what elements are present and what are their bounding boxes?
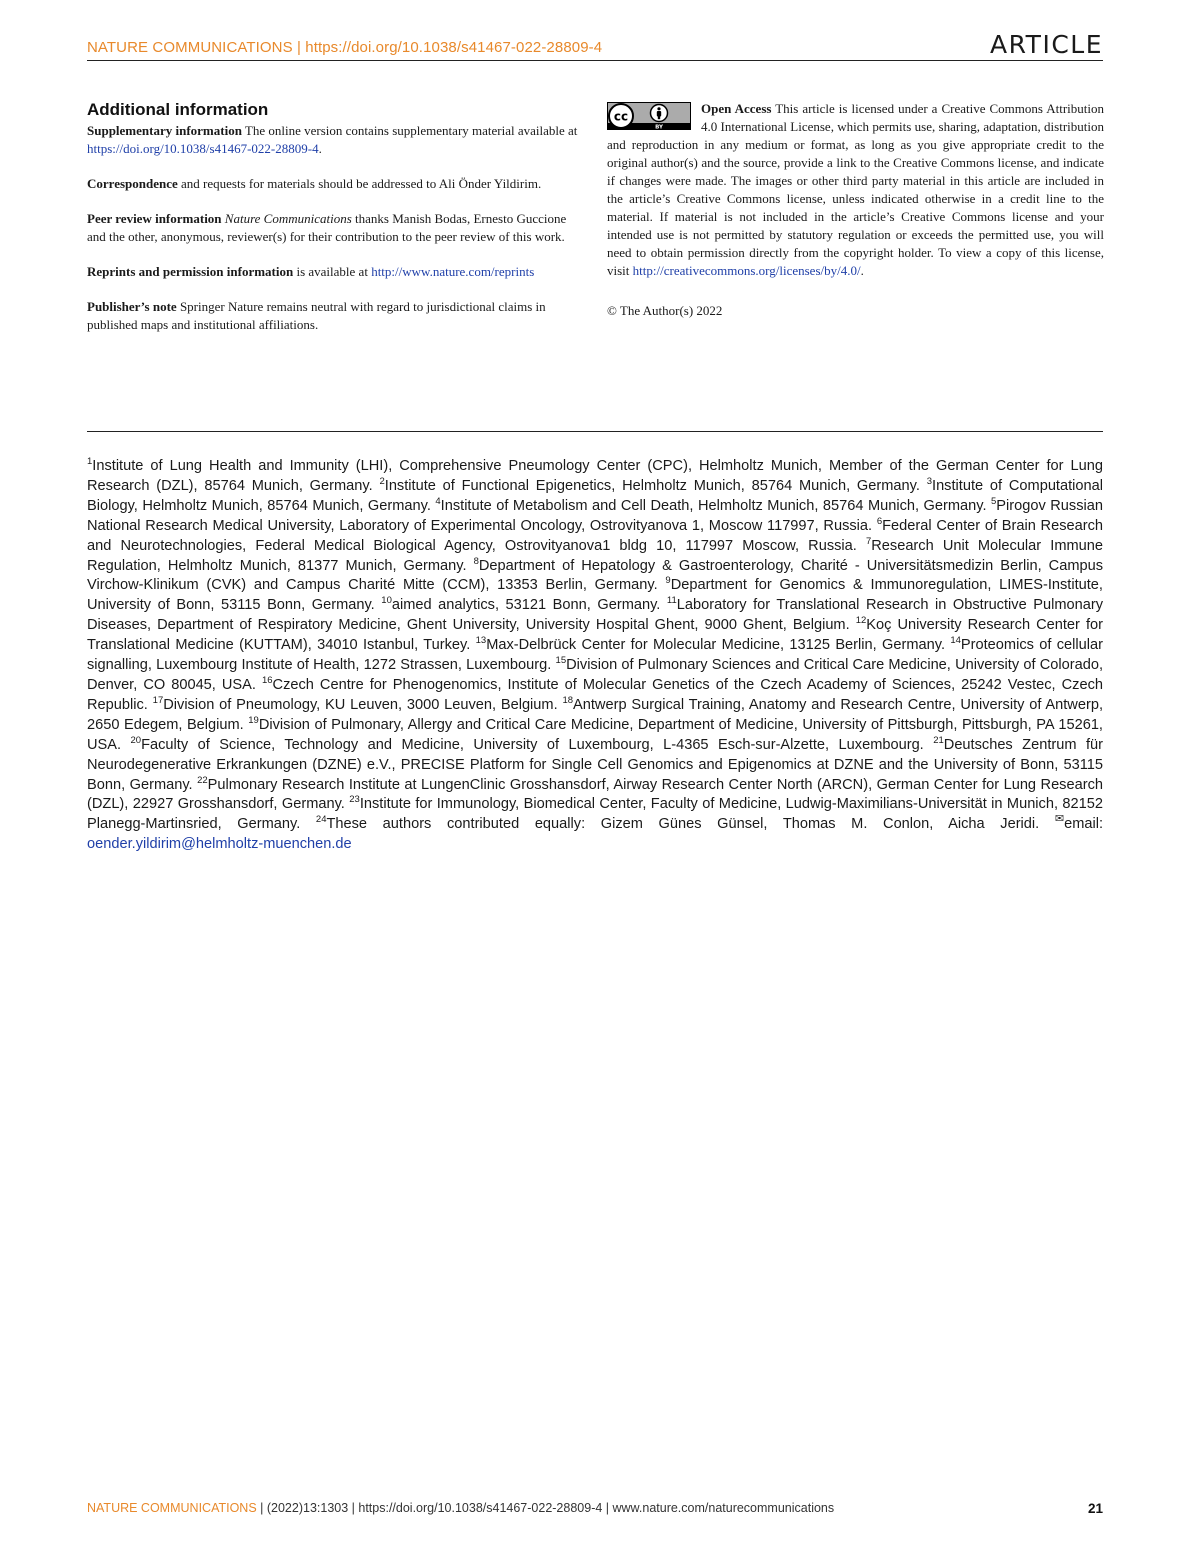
affiliation-text: Division of Pneumology, KU Leuven, 3000 Leuven, Belgium. bbox=[163, 696, 563, 713]
affiliation-text: Department of Hepatology & Gastroenterology, Charité - Universitätsmedizin Berlin, Campus Virchow-Klinikum (CVK) and Campus Charité Mitte (CCM), 13353 Berlin, Germany. bbox=[87, 557, 1103, 594]
affiliation-text: Koç University Research Center for Translational Medicine (KUTTAM), 34010 Istanbul, Turkey. bbox=[87, 617, 1103, 654]
page-footer bbox=[87, 1501, 1103, 1515]
affiliation-number: 21 bbox=[933, 734, 944, 746]
affiliation-text: Division of Pulmonary Sciences and Critical Care Medicine, University of Colorado, Denver, CO 80045, USA. bbox=[87, 657, 1103, 693]
open-access-text: This article is licensed under a Creative Commons Attribution 4.0 International License, which permits use, sharing, adaptation, distribution and reproduction in any medium or format, as long as you give appropriate credit to the original author(s) and the source, provide a link to the Creative Commons license, and indicate if changes were made. The images or other third party material in this article are included in the article’s Creative Commons license, unless indicated otherwise in a credit line to the material. If material is not included in the article’s Creative Commons license and your intended use is not permitted by statutory regulation or exceeds the permitted use, you will need to obtain permission directly from the copyright holder. To view a copy of this license, visit bbox=[607, 101, 1104, 278]
supplementary-link[interactable]: https://doi.org/10.1038/s41467-022-28809-4 bbox=[87, 141, 319, 156]
peer-review-text: thanks Manish Bodas, Ernesto Guccione and the other, anonymous, reviewer(s) for their contribution to the peer review of this work. bbox=[87, 211, 567, 244]
page-header bbox=[87, 30, 1103, 61]
affiliation-number: 6 bbox=[876, 515, 883, 527]
license-link[interactable]: http://creativecommons.org/licenses/by/4.0/ bbox=[632, 263, 861, 278]
peer-review-paragraph bbox=[87, 210, 584, 246]
additional-information-section bbox=[87, 100, 584, 351]
affiliation-text: Pulmonary Research Institute at LungenClinic Grosshansdorf, Airway Research Center North (ARCN), German Center for Lung Research (DZL), 22927 Grosshansdorf, Germany. bbox=[87, 776, 1103, 813]
correspondence-label: Correspondence bbox=[87, 176, 178, 191]
affiliation-number: 23 bbox=[349, 794, 360, 806]
correspondence-text: and requests for materials should be addressed to Ali Önder Yildirim. bbox=[177, 176, 542, 191]
section-divider bbox=[87, 431, 1103, 432]
affiliation-item bbox=[153, 697, 563, 713]
header-separator: | bbox=[292, 39, 306, 56]
affiliation-text: Laboratory for Translational Research in Obstructive Pulmonary Diseases, Department of Respiratory Medicine, Ghent University, University Hospital Ghent, 9000 Ghent, Belgium. bbox=[87, 597, 1103, 634]
section-title: Additional information bbox=[87, 100, 269, 119]
affiliation-text: Deutsches Zentrum für Neurodegenerative Erkrankungen (DZNE) e.V., PRECISE Platform for Single Cell Genomics and Epigenomics at DZNE and the University of Bonn, 53115 Bonn, Germany. bbox=[87, 736, 1103, 793]
open-access-end: . bbox=[860, 263, 864, 278]
affiliation-number: 1 bbox=[87, 456, 93, 468]
supplementary-paragraph bbox=[87, 122, 584, 158]
cc-badge-text: cc bbox=[613, 109, 629, 124]
affiliation-item bbox=[381, 597, 667, 613]
affiliation-number: 4 bbox=[435, 495, 441, 507]
supplementary-label: Supplementary information bbox=[87, 123, 242, 138]
affiliation-text: Institute of Functional Epigenetics, Helmholtz Munich, 85764 Munich, Germany. bbox=[384, 477, 927, 494]
footer-journal-name: NATURE COMMUNICATIONS bbox=[87, 1501, 257, 1515]
affiliation-text: Pirogov Russian National Research Medical University, Laboratory of Experimental Oncology, Ostrovityanova 1, Moscow 117997, Russia. bbox=[87, 497, 1103, 534]
affiliation-text: Federal Center of Brain Research and Neurotechnologies, Federal Medical Biological Agency, Ostrovityanova1 bldg 10, 117997 Moscow, Russia. bbox=[87, 517, 1104, 554]
affiliation-item bbox=[130, 734, 934, 753]
copyright-notice: © The Author(s) 2022 bbox=[607, 303, 723, 318]
affiliation-item bbox=[435, 495, 991, 514]
affiliation-text: aimed analytics, 53121 Bonn, Germany. bbox=[391, 597, 667, 614]
affiliation-number: 19 bbox=[248, 714, 259, 726]
affiliation-number: 7 bbox=[865, 535, 872, 547]
affiliation-number: 8 bbox=[473, 555, 479, 567]
affiliation-text: Institute for Immunology, Biomedical Center, Faculty of Medicine, Ludwig-Maximilians-Universität in Munich, 82152 Planegg-Martinsried, Germany. bbox=[87, 796, 1103, 833]
affiliation-item bbox=[316, 816, 1055, 832]
affiliation-number: 14 bbox=[950, 635, 961, 647]
supplementary-end: . bbox=[318, 141, 322, 156]
affiliation-text: Division of Pulmonary, Allergy and Critical Care Medicine, Department of Medicine, University of Pittsburgh, Pittsburgh, PA 15261, USA. bbox=[87, 716, 1103, 753]
open-access-section bbox=[607, 100, 1104, 320]
reprints-link[interactable]: http://www.nature.com/reprints bbox=[371, 264, 535, 279]
email-link[interactable]: oender.yildirim@helmholtz-muenchen.de bbox=[87, 836, 352, 853]
affiliation-number: 15 bbox=[555, 655, 567, 667]
open-access-label: Open Access bbox=[701, 101, 772, 116]
footer-citation: | (2022)13:1303 | https://doi.org/10.1038/s41467-022-28809-4 | www.nature.com/naturecommunications bbox=[256, 1501, 835, 1515]
affiliation-text: Czech Centre for Phenogenomics, Institute of Molecular Genetics of the Czech Academy of Sciences, 25242 Vestec, Czech Republic. bbox=[87, 676, 1103, 713]
affiliation-text: Institute of Metabolism and Cell Death, Helmholtz Munich, 85764 Munich, Germany. bbox=[440, 497, 991, 514]
supplementary-text: The online version contains supplementary material available at bbox=[241, 123, 578, 138]
affiliation-number: 22 bbox=[197, 774, 208, 786]
affiliation-number: 11 bbox=[666, 595, 677, 607]
journal-name: NATURE COMMUNICATIONS bbox=[87, 39, 293, 56]
article-label: ARTICLE bbox=[990, 30, 1103, 59]
header-doi-link[interactable]: https://doi.org/10.1038/s41467-022-28809-4 bbox=[305, 39, 603, 56]
affiliation-number: 3 bbox=[926, 476, 933, 488]
reprints-text: is available at bbox=[293, 264, 372, 279]
affiliations-block bbox=[87, 457, 1103, 855]
affiliation-text: Research Unit Molecular Immune Regulation, Helmholtz Munich, 81377 Munich, Germany. bbox=[87, 537, 1103, 574]
affiliation-number: 10 bbox=[381, 595, 392, 607]
affiliation-text: These authors contributed equally: Gizem Günes Günsel, Thomas M. Conlon, Aicha Jeridi. bbox=[326, 816, 1055, 833]
affiliation-number: 5 bbox=[991, 495, 997, 507]
reprints-label: Reprints and permission information bbox=[87, 264, 294, 279]
affiliation-number: 12 bbox=[855, 615, 867, 627]
affiliation-text: Max-Delbrück Center for Molecular Medicine, 13125 Berlin, Germany. bbox=[486, 637, 951, 654]
reprints-paragraph bbox=[87, 263, 584, 281]
envelope-icon: ✉ bbox=[1054, 813, 1065, 826]
cc-by-license-icon bbox=[607, 102, 691, 130]
peer-review-label: Peer review information bbox=[87, 211, 222, 226]
by-badge-text: BY bbox=[655, 124, 663, 130]
affiliation-number: 2 bbox=[379, 476, 385, 488]
running-head bbox=[87, 39, 602, 56]
affiliation-number: 9 bbox=[665, 575, 671, 587]
peer-review-journal: Nature Communications bbox=[224, 211, 352, 226]
affiliation-number: 20 bbox=[130, 734, 142, 746]
affiliation-number: 24 bbox=[315, 814, 327, 826]
affiliation-text: Department for Genomics & Immunoregulation, LIMES-Institute, University of Bonn, 53115 Bonn, Germany. bbox=[87, 577, 1103, 614]
publisher-note-label: Publisher’s note bbox=[87, 299, 177, 314]
affiliation-text: Institute of Lung Health and Immunity (LHI), Comprehensive Pneumology Center (CPC), Helmholtz Munich, Member of the German Center for Lung Research (DZL), 85764 Munich, Germany. bbox=[87, 458, 1103, 494]
correspondence-paragraph bbox=[87, 175, 584, 193]
publisher-note-paragraph bbox=[87, 298, 584, 334]
affiliation-text: Institute of Computational Biology, Helmholtz Munich, 85764 Munich, Germany. bbox=[87, 477, 1103, 514]
affiliation-item bbox=[379, 478, 926, 494]
affiliation-number: 18 bbox=[562, 695, 574, 707]
email-label: email: bbox=[1064, 816, 1104, 833]
affiliation-text: Proteomics of cellular signalling, Luxembourg Institute of Health, 1272 Strassen, Luxembourg. bbox=[87, 637, 1103, 674]
affiliation-item bbox=[476, 637, 951, 653]
affiliation-text: Antwerp Surgical Training, Anatomy and Research Centre, University of Antwerp, 2650 Edegem, Belgium. bbox=[87, 696, 1103, 733]
affiliation-number: 17 bbox=[152, 695, 164, 707]
affiliation-number: 16 bbox=[261, 675, 273, 687]
affiliation-text: Faculty of Science, Technology and Medicine, University of Luxembourg, L-4365 Esch-sur-Alzette, Luxembourg. bbox=[141, 736, 934, 753]
affiliation-number: 13 bbox=[475, 635, 487, 647]
page-number: 21 bbox=[1087, 1501, 1103, 1516]
publisher-note-text: Springer Nature remains neutral with regard to jurisdictional claims in published maps and institutional affiliations. bbox=[87, 299, 546, 332]
